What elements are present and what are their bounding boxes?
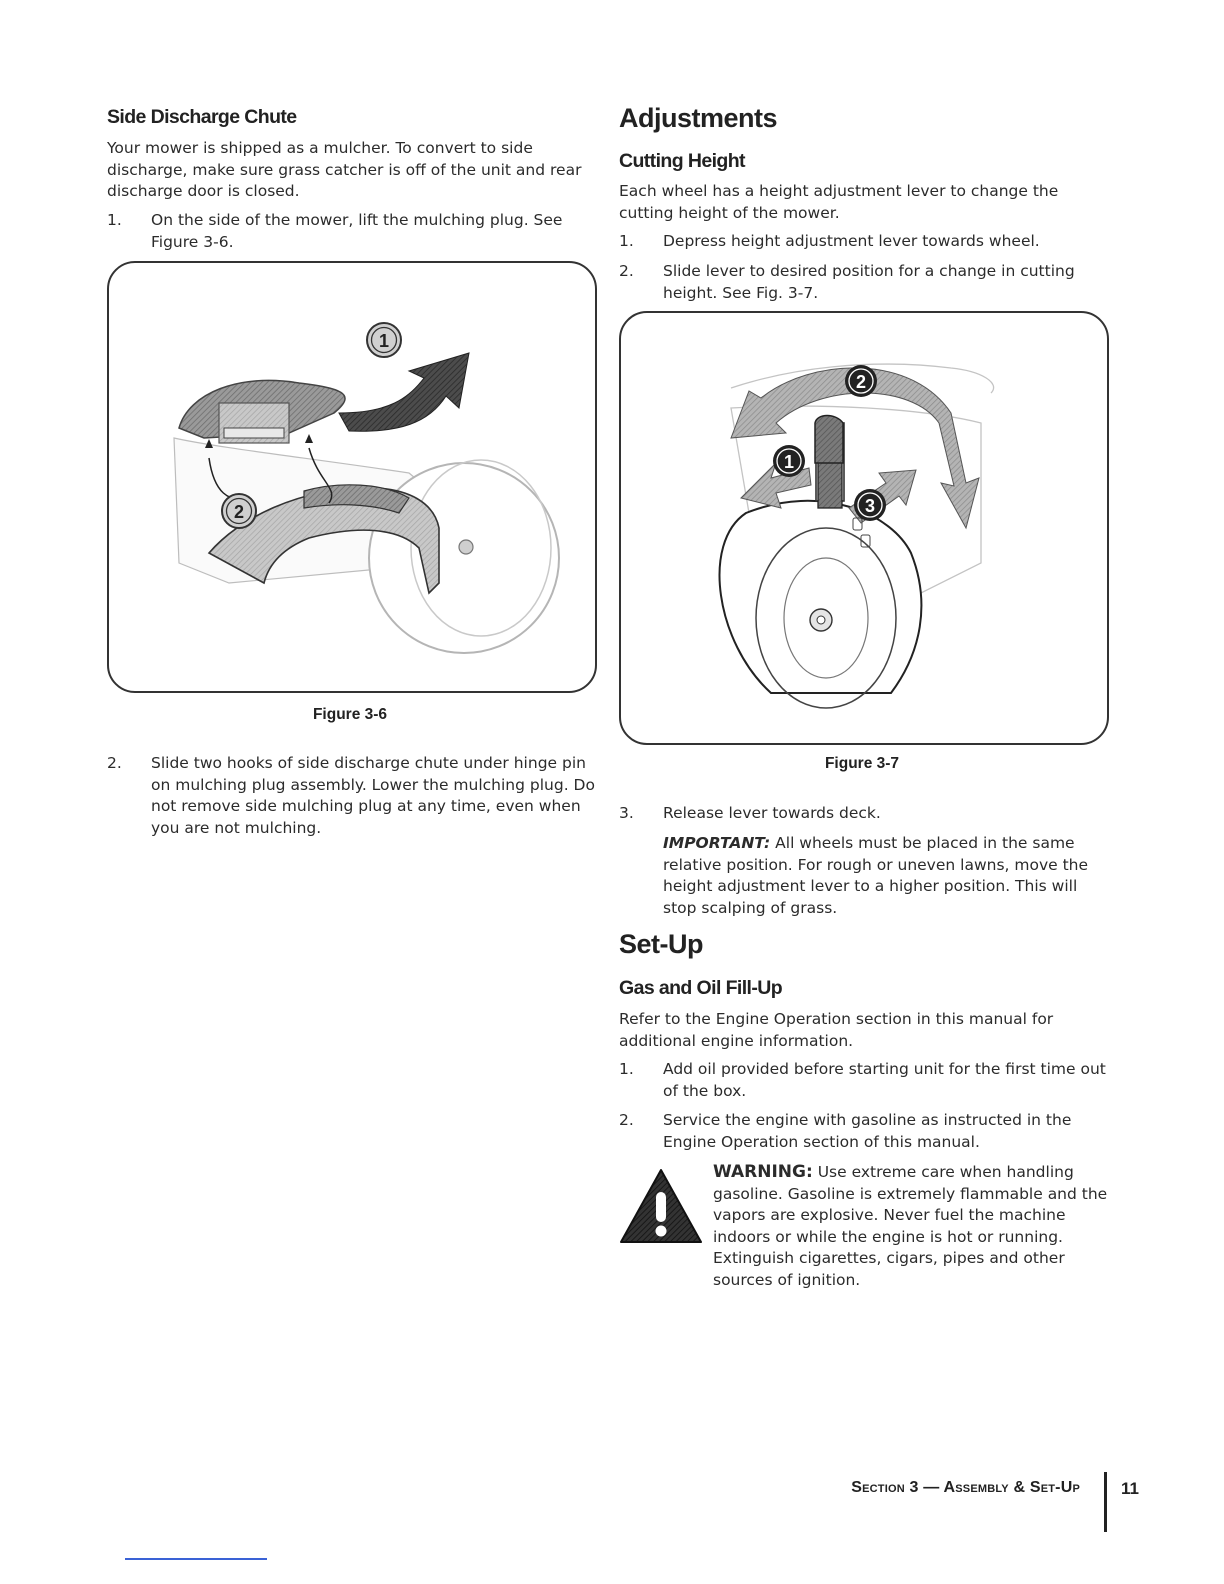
gas-oil-heading: Gas and Oil Fill-Up <box>619 977 783 999</box>
footer-section-title: Section 3 — Assembly & Set-Up <box>851 1479 1080 1496</box>
setup-heading: Set-Up <box>619 929 703 959</box>
callout-1 <box>773 445 805 477</box>
step-text: Release lever towards deck. <box>663 804 881 822</box>
callout-2-label: 2 <box>233 502 245 522</box>
step-text: Add oil provided before starting unit for the first time out of the box. <box>663 1060 1106 1100</box>
step-number: 2. <box>619 1111 634 1129</box>
right-cutting-step-1 <box>619 231 1109 253</box>
callout-1-label: 1 <box>378 331 390 351</box>
step-number: 3. <box>619 804 634 822</box>
important-text: All wheels must be placed in the same relative position. For rough or uneven lawns, move the height adjustment lever to a higher position. This will stop scalping of grass. <box>663 834 1089 917</box>
step-number: 2. <box>107 754 122 772</box>
important-note <box>663 833 1105 919</box>
step-text: Service the engine with gasoline as instructed in the Engine Operation section of this manual. <box>663 1111 1072 1151</box>
callout-1-label: 1 <box>783 452 795 472</box>
page-number: 11 <box>1121 1479 1139 1498</box>
callout-3-label: 3 <box>864 496 876 516</box>
figure-3-6-frame <box>107 261 597 693</box>
callout-2 <box>222 494 256 528</box>
left-step-2 <box>107 753 597 843</box>
figure-3-7-illustration <box>621 313 1107 743</box>
lift-arrow <box>339 353 469 431</box>
warning-label: WARNING: <box>713 1162 813 1182</box>
height-lever <box>815 416 843 464</box>
left-step-1 <box>107 210 597 254</box>
callout-1 <box>367 323 401 357</box>
right-gas-step-1 <box>619 1059 1109 1103</box>
right-cutting-step-2 <box>619 261 1109 305</box>
wheel <box>720 501 922 693</box>
step-number: 1. <box>619 232 634 250</box>
right-gas-step-2 <box>619 1110 1109 1154</box>
step-text: Depress height adjustment lever towards wheel. <box>663 232 1040 250</box>
warning-text: Use extreme care when handling gasoline. Gasoline is extremely flammable and the vapors are explosive. Never fuel the machine indoors or while the engine is hot or running. Extinguish cigarettes, cigars, pipes and other sources of ignition. <box>713 1163 1108 1289</box>
warning-text-block <box>713 1162 1108 1291</box>
cutting-height-intro: Each wheel has a height adjustment lever to change the cutting height of the mower. <box>619 182 1059 222</box>
side-discharge-heading: Side Discharge Chute <box>107 106 297 128</box>
side-discharge-intro: Your mower is shipped as a mulcher. To convert to side discharge, make sure grass catcher is off of the unit and rear discharge door is closed. <box>107 139 582 200</box>
figure-3-7-caption: Figure 3-7 <box>824 755 900 772</box>
step-number: 1. <box>107 211 122 229</box>
step-text: Slide lever to desired position for a change in cutting height. See Fig. 3-7. <box>663 262 1075 302</box>
important-label: IMPORTANT: <box>663 834 771 852</box>
footer-divider <box>1104 1472 1107 1532</box>
cutting-height-heading: Cutting Height <box>619 150 745 172</box>
right-cutting-step-3 <box>619 803 1109 825</box>
figure-3-7-frame <box>619 311 1109 745</box>
gas-oil-intro: Refer to the Engine Operation section in this manual for additional engine information. <box>619 1010 1054 1050</box>
adjustments-heading: Adjustments <box>619 103 778 133</box>
step-number: 2. <box>619 262 634 280</box>
warning-triangle-icon <box>619 1168 703 1244</box>
step-text: Slide two hooks of side discharge chute under hinge pin on mulching plug assembly. Lower the mulching plug. Do not remove side mulching plug at any time, even when you are not mulching. <box>151 754 595 837</box>
step-text: On the side of the mower, lift the mulching plug. See Figure 3-6. <box>151 211 563 251</box>
figure-3-6-illustration <box>109 263 595 691</box>
figure-3-6-caption: Figure 3-6 <box>312 706 388 723</box>
step-number: 1. <box>619 1060 634 1078</box>
bottom-link-underline <box>125 1558 267 1560</box>
callout-2 <box>845 365 877 397</box>
callout-3 <box>854 489 886 521</box>
callout-2-label: 2 <box>855 372 867 392</box>
